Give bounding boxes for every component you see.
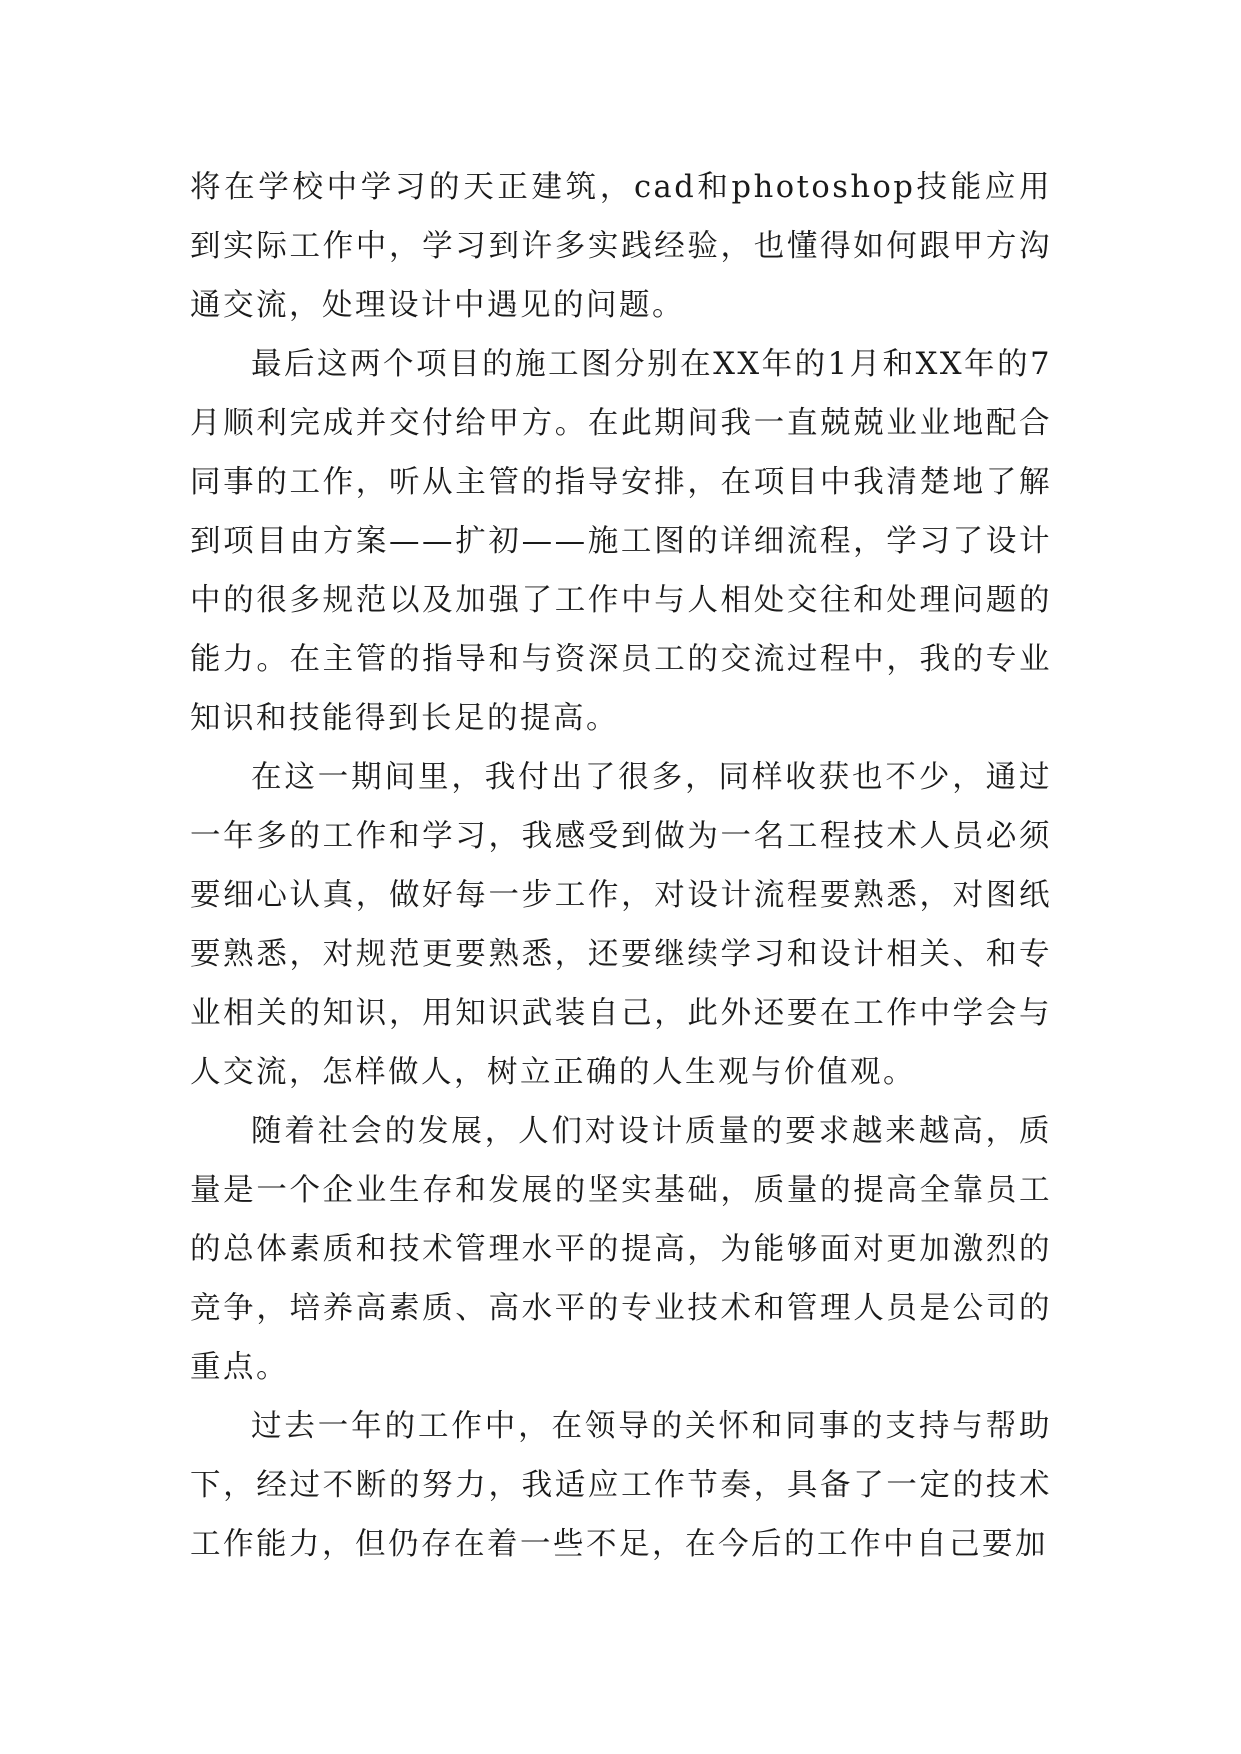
paragraph-3: 在这一期间里，我付出了很多，同样收获也不少，通过一年多的工作和学习，我感受到做为一名工程技术人员必须要细心认真，做好每一步工作，对设计流程要熟悉，对图纸要熟悉，对规范更要熟悉，还要继续学习和设计相关、和专业相关的知识，用知识武装自己，此外还要在工作中学会与人交流，怎样做人，树立正确的人生观与价值观。 — [190, 760, 1052, 1090]
paragraph-4: 随着社会的发展，人们对设计质量的要求越来越高，质量是一个企业生存和发展的坚实基础，质量的提高全靠员工的总体素质和技术管理水平的提高，为能够面对更加激烈的竞争，培养高素质、高水平的专业技术和管理人员是公司的重点。 — [190, 1114, 1052, 1385]
paragraph-1: 将在学校中学习的天正建筑，cad和photoshop技能应用到实际工作中，学习到许多实践经验，也懂得如何跟甲方沟通交流，处理设计中遇见的问题。 — [190, 170, 1052, 323]
paragraph-2: 最后这两个项目的施工图分别在XX年的1月和XX年的7月顺利完成并交付给甲方。在此期间我一直兢兢业业地配合同事的工作，听从主管的指导安排，在项目中我清楚地了解到项目由方案——扩初——施工图的详细流程，学习了设计中的很多规范以及加强了工作中与人相处交往和处理问题的能力。在主管的指导和与资深员工的交流过程中，我的专业知识和技能得到长足的提高。 — [190, 347, 1052, 736]
paragraph-5: 过去一年的工作中，在领导的关怀和同事的支持与帮助下，经过不断的努力，我适应工作节奏，具备了一定的技术工作能力，但仍存在着一些不足，在今后的工作中自己要加 — [190, 1409, 1052, 1562]
body-text — [190, 158, 1052, 1574]
